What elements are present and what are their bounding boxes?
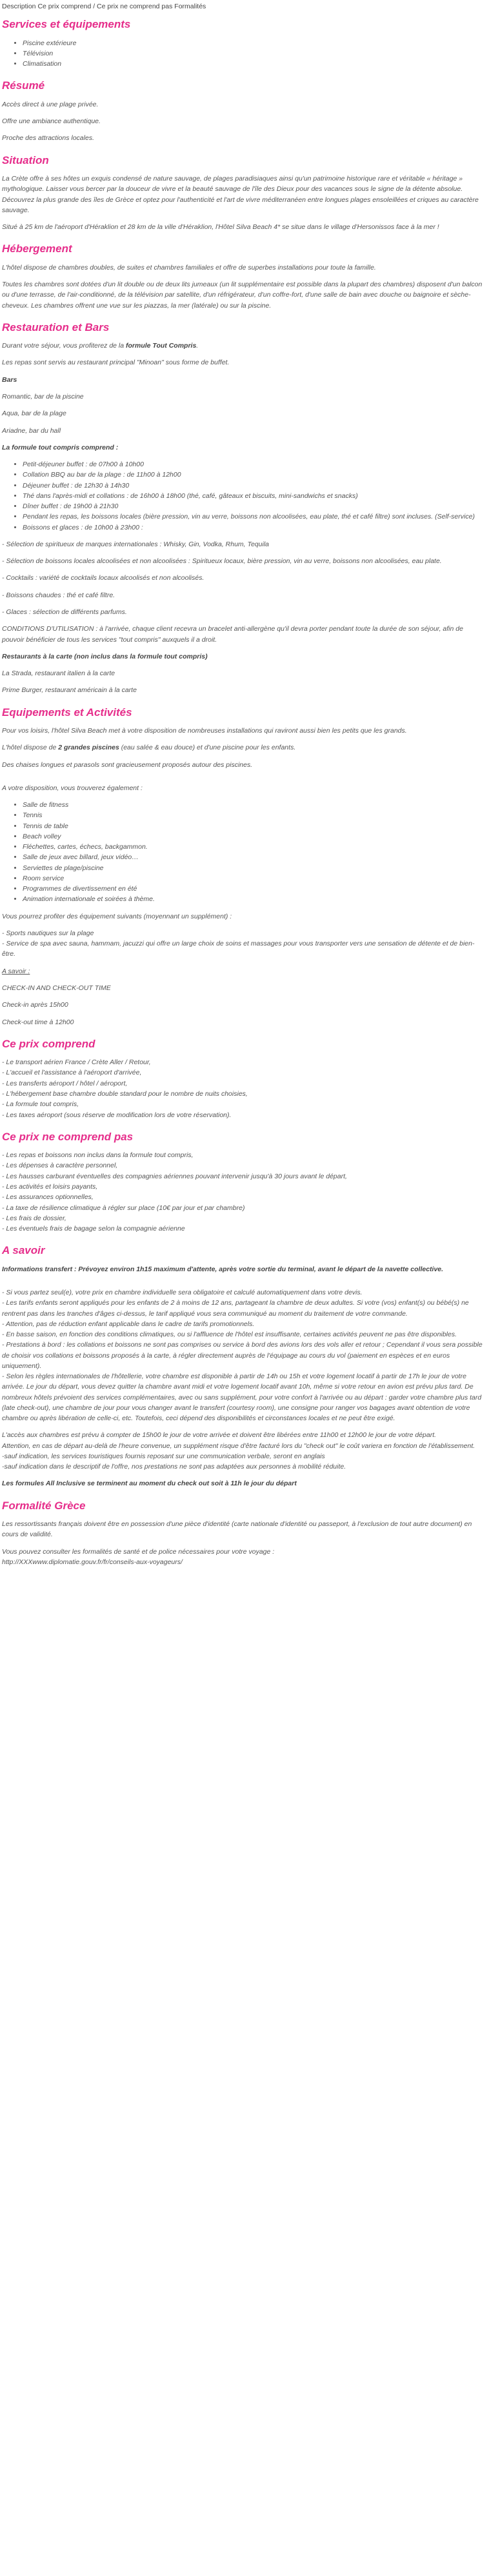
situation-text: La Crète offre à ses hôtes un exquis condensé de nature sauvage, de plages paradisiaques ainsi qu'un patrimoine historique rare et véritable « héritage » mythologique. Laisser vous bercer par la douceur de vivre et la beauté sauvage de l'île des Dieux pour des vacances sous le signe de la détente absolue. Découvrez la plus grande des îles de Grèce et optez pour l'authenticité et l'art de vivre méditerranéen entre longues plages ensoleillées et criques au caractère sauvage.: [2, 175, 479, 214]
list-item: • Collation BBQ au bar de la plage : de 11h00 à 12h00: [23, 470, 485, 480]
bar-item: Ariadne, bar du hall: [2, 426, 61, 435]
situation-title: Situation: [2, 154, 49, 166]
activites-text: Vous pourrez profiter des équipement suivants (moyennant un supplément) :: [2, 912, 232, 920]
list-item: • Piscine extérieure: [23, 38, 485, 48]
resume-text: Proche des attractions locales.: [2, 134, 94, 143]
activites-text: [2, 742, 485, 753]
drinks-line: - Sélection de spiritueux de marques internationales : Whisky, Gin, Vodka, Rhum, Tequila: [2, 540, 269, 548]
hebergement-title: Hébergement: [2, 243, 72, 255]
list-item: • Room service: [23, 873, 485, 884]
restauration-text: Les repas sont servis au restaurant principal "Minoan" sous forme de buffet.: [2, 359, 230, 367]
text-span: L'hôtel dispose de: [2, 744, 59, 752]
carte-label: Restaurants à la carte (non inclus dans la formule tout compris): [2, 652, 208, 660]
list-item: • Pendant les repas, les boissons locales (bière pression, vin au verre, boissons non alcoolisées, eau plate, thé et café filtre) sont incluses. (Self-service): [23, 511, 485, 522]
comprend-item: - La formule tout compris,: [2, 1100, 79, 1109]
hebergement-text: Toutes les chambres sont dotées d'un lit double ou de deux lits jumeaux (un lit supplémentaire est possible dans la plupart des chambres) disposent d'un balcon ou d'une terrasse, de l'air-conditionné, de la télévision par satellite, d'un réfrigérateur, d'un coffre-fort, d'une salle de bain avec douche ou baignoire et sèche-cheveux. Les chambres offrent une vue sur les piazzas, la mer (latérale) ou sur la piscine.: [2, 281, 483, 310]
restauration-text: [2, 341, 485, 351]
bar-item: Aqua, bar de la plage: [2, 410, 66, 418]
activites-text: Des chaises longues et parasols sont gracieusement proposés autour des piscines.: [2, 760, 253, 769]
services-title: Services et équipements: [2, 18, 131, 31]
paid-line: - Sports nautiques sur la plage: [2, 929, 94, 937]
asavoir-title: A savoir: [2, 1244, 45, 1257]
info-line: - Les tarifs enfants seront appliqués pour les enfants de 2 à moins de 12 ans, partageant la chambre de deux adultes. Si votre (vos) enfant(s) ou bébé(s) ne rentrent pas dans les tranches d'âges ci-dessus, le tarif appliqué vous sera communiqué au moment du traitement de votre commande.: [2, 1299, 469, 1318]
drinks-line: - Cocktails : variété de cocktails locaux alcoolisés et non alcoolisés.: [2, 574, 205, 582]
list-item: • Tennis: [23, 810, 485, 820]
list-item: • Programmes de divertissement en été: [23, 884, 485, 894]
all-inclusive-list: [2, 459, 485, 533]
bold-span: 2 grandes piscines: [58, 744, 119, 752]
tab-line: Description Ce prix comprend / Ce prix ne comprend pas Formalités: [2, 3, 206, 10]
conditions-text: CONDITIONS D'UTILISATION : à l'arrivée, chaque client recevra un bracelet anti-allergène qu'il devra porter pendant toute la durée de son séjour, afin de pouvoir bénéficier de tous les services "tout compris" auxquels il a droit.: [2, 625, 463, 644]
bold-span: formule Tout Compris: [126, 342, 197, 350]
list-item: • Télévision: [23, 48, 485, 59]
drinks-line: - Boissons chaudes : thé et café filtre.: [2, 591, 115, 599]
formalite-text: Vous pouvez consulter les formalités de santé et de police nécessaires pour votre voyage :: [2, 1547, 275, 1556]
bars-label: Bars: [2, 375, 17, 384]
spacer: [2, 1281, 485, 1287]
asavoir-label: A savoir :: [2, 967, 30, 975]
comprend-title: Ce prix comprend: [2, 1037, 95, 1050]
transfer-info: Informations transfert : Prévoyez environ 1h15 maximum d'attente, après votre sortie du terminal, avant le départ de la navette collective.: [2, 1265, 444, 1273]
list-item: • Salle de jeux avec billard, jeux vidéo…: [23, 852, 485, 862]
info-line: Attention, en cas de départ au-delà de l'heure convenue, un supplément risque d'être facturé lors du "check out" le coût variera en fonction de l'établissement.: [2, 1442, 475, 1450]
text-span: .: [196, 342, 199, 350]
list-item: • Tennis de table: [23, 821, 485, 831]
list-item: • Animation internationale et soirées à thème.: [23, 894, 485, 904]
list-item: • Boissons et glaces : de 10h00 à 23h00 :: [23, 522, 485, 533]
resume-text: Offre une ambiance authentique.: [2, 117, 101, 126]
carte-item: Prime Burger, restaurant américain à la carte: [2, 686, 137, 695]
formalite-title: Formalité Grèce: [2, 1499, 86, 1512]
formalite-text: Les ressortissants français doivent être en possession d'une pièce d'identité (carte nationale d'identité ou passeport, à l'exclusion de tout autre document) en cours de validité.: [2, 1520, 472, 1539]
restauration-title: Restauration et Bars: [2, 321, 110, 333]
formalite-link[interactable]: http://XXXwww.diplomatie.gouv.fr/fr/conseils-aux-voyageurs/: [2, 1558, 183, 1566]
comprend-item: - Les taxes aéroport (sous réserve de modification lors de votre réservation).: [2, 1111, 232, 1119]
list-item: • Petit-déjeuner buffet : de 07h00 à 10h00: [23, 459, 485, 470]
list-item: • Beach volley: [23, 831, 485, 842]
services-list: [2, 38, 485, 70]
resume-title: Résumé: [2, 79, 45, 92]
text-span: (eau salée & eau douce) et d'une piscine pour les enfants.: [119, 744, 296, 752]
list-item: • Serviettes de plage/piscine: [23, 863, 485, 873]
drinks-line: - Sélection de boissons locales alcoolisées et non alcoolisées : Spiritueux locaux, bière pression, vin au verre, boissons non alcoolisées, eau plate.: [2, 557, 442, 566]
checkin-text: Check-in après 15h00: [2, 1001, 68, 1009]
comprend-item: - L'hébergement base chambre double standard pour le nombre de nuits choisies,: [2, 1090, 248, 1098]
activites-list: [2, 800, 485, 905]
all-inclusive-label: La formule tout compris comprend :: [2, 443, 119, 451]
info-line: -sauf indication dans le descriptif de l'offre, nos prestations ne sont pas adaptées aux personnes à mobilité réduite.: [2, 1463, 346, 1471]
necomprend-item: - Les éventuels frais de bagage selon la compagnie aérienne: [2, 1225, 185, 1233]
list-item: • Dîner buffet : de 19h00 à 21h30: [23, 501, 485, 511]
comprend-item: - L'accueil et l'assistance à l'aéroport d'arrivée,: [2, 1069, 142, 1077]
activites-text: Pour vos loisirs, l'hôtel Silva Beach met à votre disposition de nombreuses installations qui raviront aussi bien les petits que les grands.: [2, 726, 407, 735]
paid-line: - Service de spa avec sauna, hammam, jacuzzi qui offre un large choix de soins et massages pour vous transporter vers une sensation de détente et de bien-être.: [2, 940, 475, 958]
info-line: - Selon les règles internationales de l'hôtellerie, votre chambre est disponible à partir de 14h ou 15h et votre logement locatif à partir de 17h le jour de votre arrivée. Le jour du départ, vous devez quitter la chambre avant midi et votre logement locatif avant 10h, même si votre retour en avion est prévu plus tard. De nombreux hôtels prévoient des services complémentaires, avec ou sans supplément, pour votre confort à l'arrivée ou au départ : garder votre chambre plus tard (late check-out), une chambre de jour pour vous changer avant le transfert (courtesy room), une consigne pour ranger vos bagages avant obtention de votre chambre ou après libération de celle-ci, etc. Toutefois, ceci dépend des disponibilités et circonstances locales et ne peut être exigé.: [2, 1372, 482, 1423]
list-item: • Climatisation: [23, 59, 485, 69]
resume-text: Accès direct à une plage privée.: [2, 100, 99, 108]
carte-item: La Strada, restaurant italien à la carte: [2, 669, 115, 678]
list-item: • Déjeuner buffet : de 12h30 à 14h30: [23, 481, 485, 491]
necomprend-title: Ce prix ne comprend pas: [2, 1130, 134, 1143]
list-item: • Thé dans l'après-midi et collations : de 16h00 à 18h00 (thé, café, gâteaux et biscuits, mini-sandwichs et snacks): [23, 491, 485, 501]
list-item: • Fléchettes, cartes, échecs, backgammon.: [23, 842, 485, 852]
activites-title: Equipements et Activités: [2, 706, 132, 718]
necomprend-item: - Les dépenses à caractère personnel,: [2, 1162, 118, 1170]
necomprend-item: - Les frais de dossier,: [2, 1214, 66, 1222]
info-line: - Si vous partez seul(e), votre prix en chambre individuelle sera obligatoire et calculé automatiquement dans votre devis.: [2, 1288, 363, 1296]
checkout-text: Check-out time à 12h00: [2, 1018, 74, 1026]
info-line: -sauf indication, les services touristiques fournis reposant sur une communication verbale, seront en anglais: [2, 1452, 325, 1460]
all-inclusive-end: Les formules All Inclusive se terminent au moment du check out soit à 11h le jour du départ: [2, 1480, 297, 1488]
comprend-item: - Le transport aérien France / Crète Aller / Retour,: [2, 1058, 151, 1067]
necomprend-item: - Les hausses carburant éventuelles des compagnies aériennes pouvant intervenir jusqu'à 30 jours avant le départ,: [2, 1172, 347, 1180]
bar-item: Romantic, bar de la piscine: [2, 393, 84, 401]
text-span: Durant votre séjour, vous profiterez de la: [2, 342, 126, 350]
comprend-item: - Les transferts aéroport / hôtel / aéroport,: [2, 1079, 128, 1087]
drinks-line: - Glaces : sélection de différents parfums.: [2, 608, 127, 616]
hebergement-text: L'hôtel dispose de chambres doubles, de suites et chambres familiales et offre de superbes installations pour toute la famille.: [2, 263, 376, 272]
info-line: - Attention, pas de réduction enfant applicable dans le cadre de tarifs promotionnels.: [2, 1320, 255, 1328]
activites-text: A votre disposition, vous trouverez également :: [2, 784, 143, 792]
info-line: - Prestations à bord : les collations et boissons ne sont pas comprises ou service à bord des avions lors des vols aller et retour ; Cependant il vous sera possible de choisir vos collations et boissons proposés à la carte, à régler directement auprès de l'équipage au cours du vol (paiement en espèces et en euros uniquement).: [2, 1341, 483, 1370]
situation-text: Situé à 25 km de l'aéroport d'Héraklion et 28 km de la ville d'Héraklion, l'Hôtel Silva Beach 4* se situe dans le village d'Hersonissos face à la mer !: [2, 223, 439, 232]
necomprend-item: - Les activités et loisirs payants,: [2, 1182, 98, 1191]
necomprend-item: - Les repas et boissons non inclus dans la formule tout compris,: [2, 1151, 194, 1160]
necomprend-item: - La taxe de résilience climatique à régler sur place (10€ par jour et par chambre): [2, 1204, 245, 1212]
checkin-title: CHECK-IN AND CHECK-OUT TIME: [2, 984, 111, 993]
info-line: - En basse saison, en fonction des conditions climatiques, ou si l'affluence de l'hôtel est insuffisante, certaines activités peuvent ne pas être disponibles.: [2, 1331, 457, 1339]
info-line: L'accès aux chambres est prévu à compter de 15h00 le jour de votre arrivée et doivent être libérées entre 11h00 et 12h00 le jour de votre départ.: [2, 1431, 437, 1440]
spacer: [2, 777, 485, 783]
necomprend-item: - Les assurances optionnelles,: [2, 1193, 94, 1202]
list-item: • Salle de fitness: [23, 800, 485, 810]
